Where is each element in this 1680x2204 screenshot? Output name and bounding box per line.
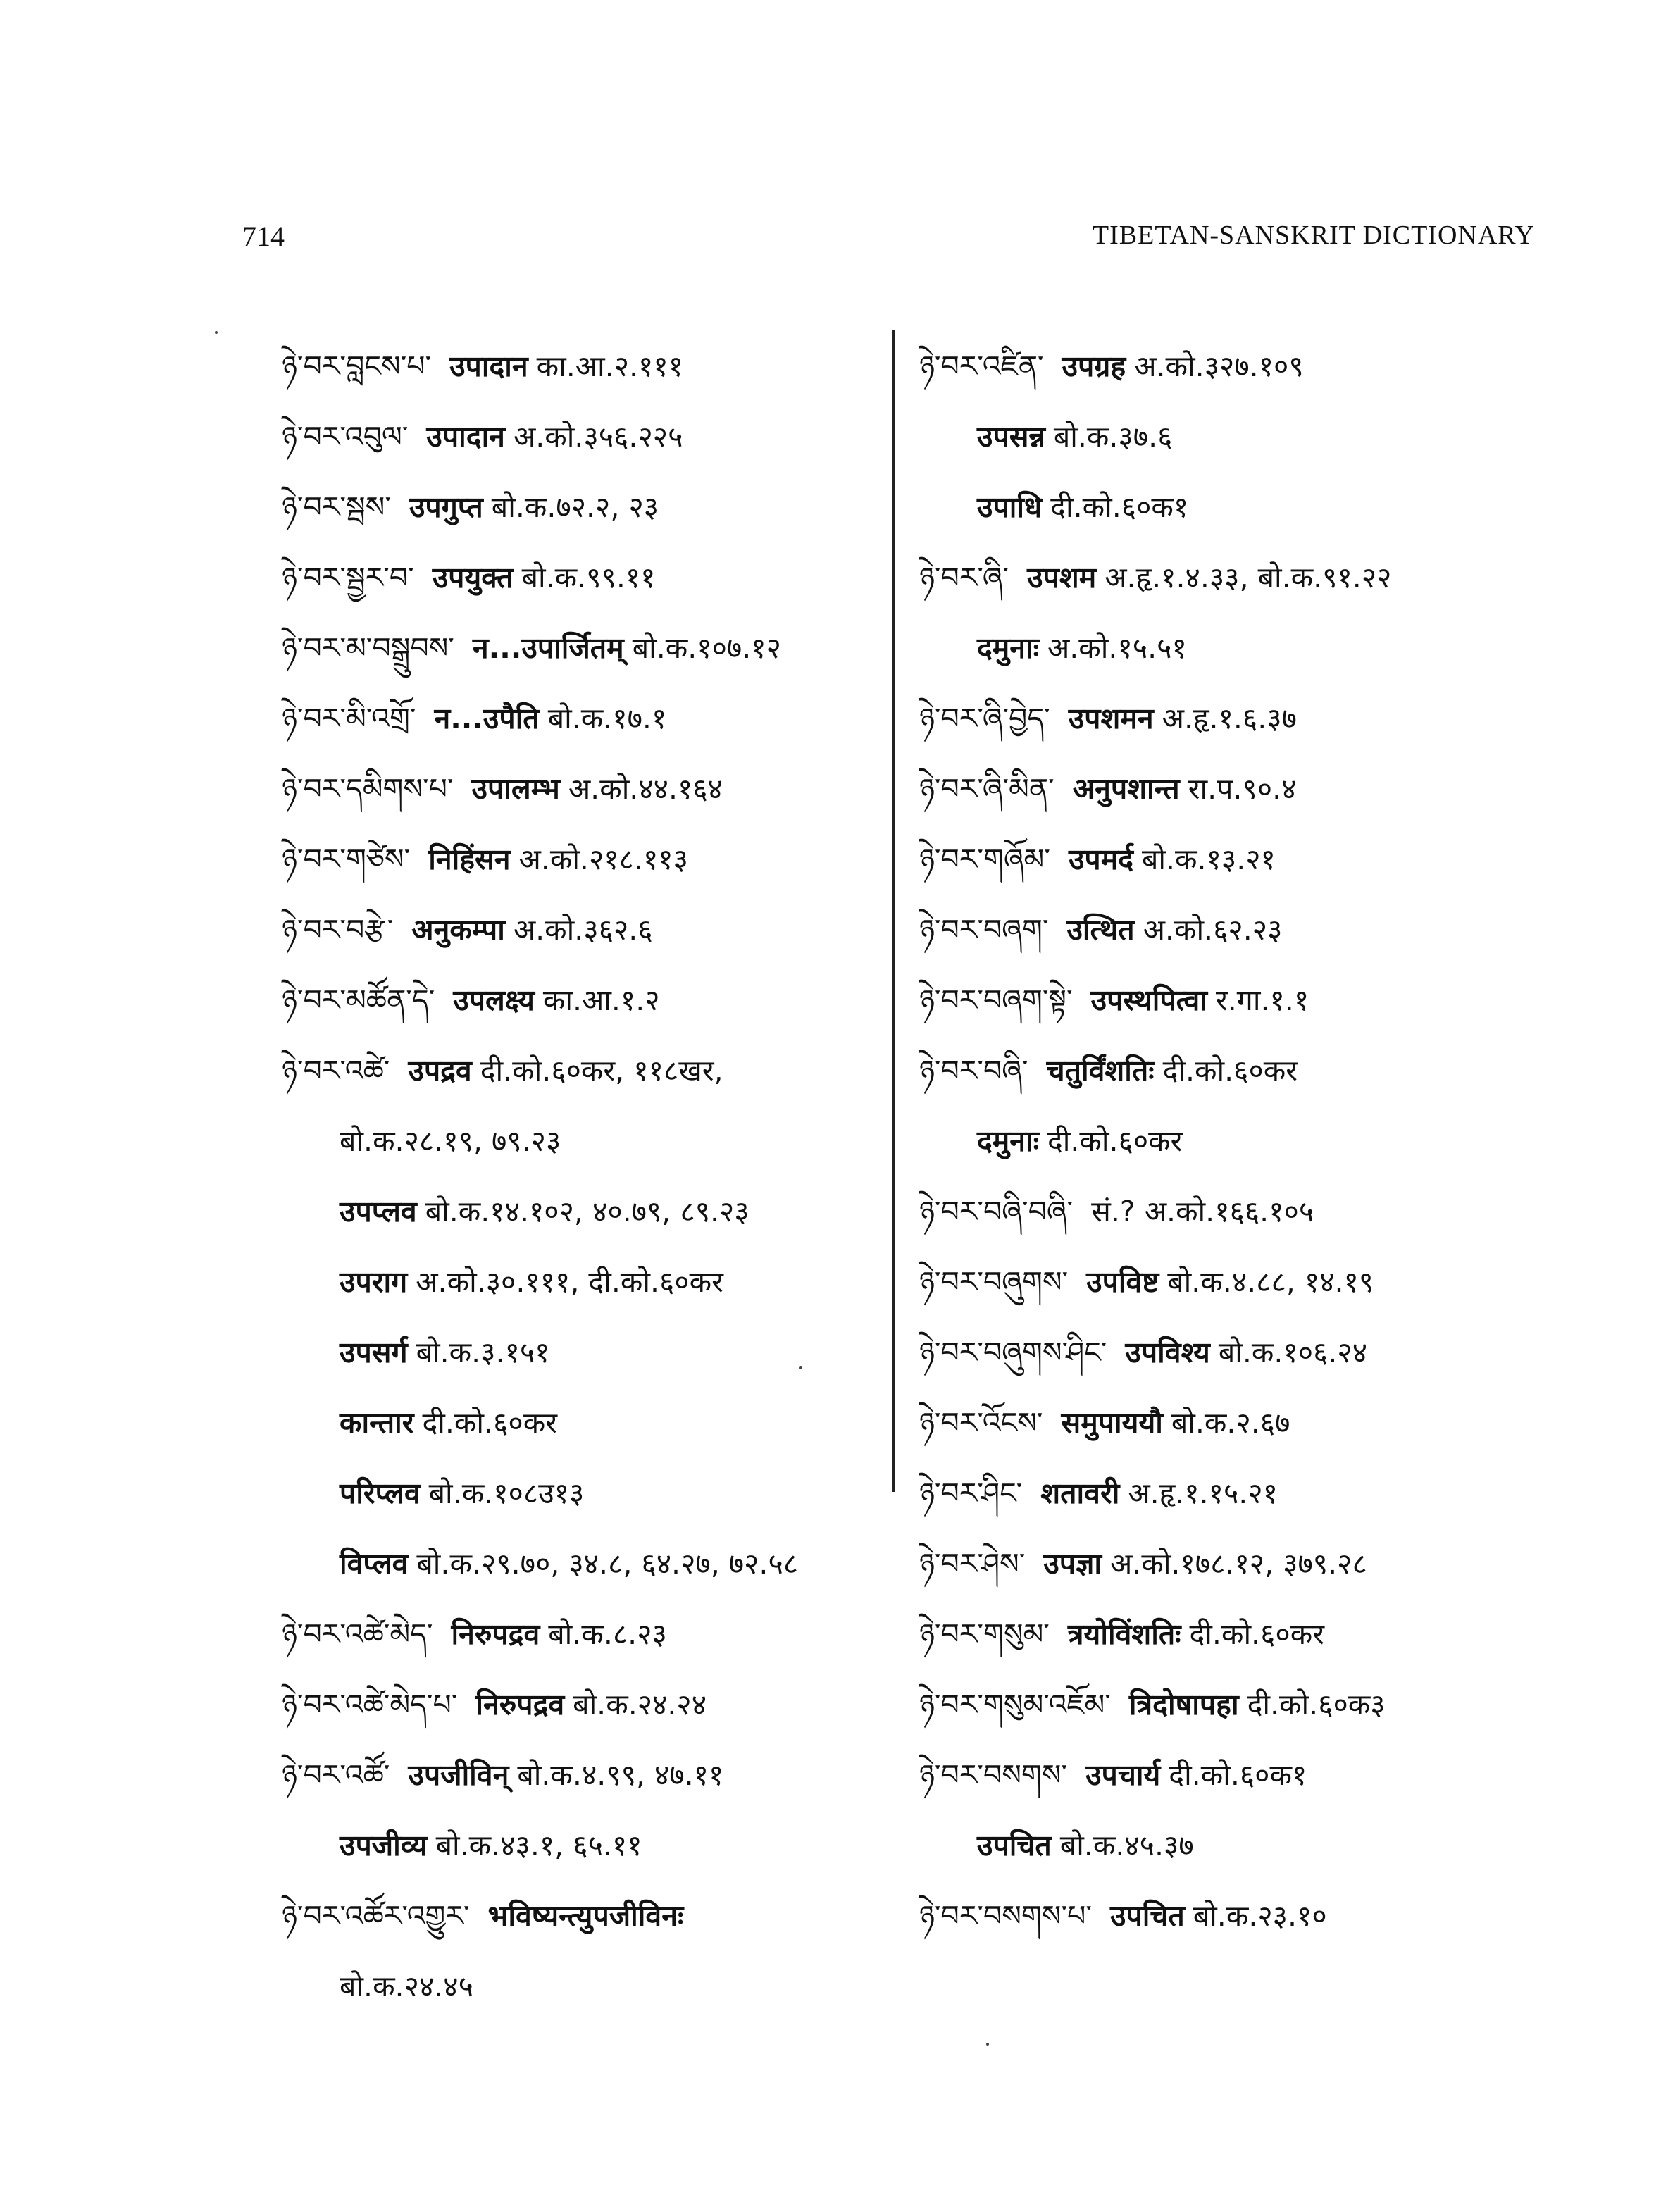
sanskrit-equivalent: उत्थित: [1066, 913, 1135, 947]
source-reference: का.आ.२.१११: [536, 349, 684, 383]
tibetan-headword: ཉེ་བར་ཞི་: [919, 561, 1009, 594]
scan-speck: [986, 2043, 989, 2046]
tibetan-headword: ཉེ་བར་བཞུགས་ཤིང་: [919, 1336, 1107, 1369]
dictionary-subentry: [282, 1317, 888, 1388]
sanskrit-equivalent: अनुपशान्त: [1072, 772, 1180, 806]
sanskrit-equivalent: उपमर्द: [1068, 842, 1133, 876]
tibetan-headword: ཉེ་བར་གཙེས་: [282, 842, 411, 876]
tibetan-headword: ཉེ་བར་གསུམ་འཇོམ་: [919, 1688, 1111, 1722]
sanskrit-equivalent: उपसर्ग: [340, 1336, 408, 1369]
sanskrit-equivalent: भविष्यन्त्युपजीविनः: [487, 1899, 684, 1933]
sanskrit-equivalent: उपजीव्य: [340, 1829, 428, 1862]
sanskrit-equivalent: निरुपद्रव: [475, 1688, 565, 1722]
dictionary-subentry: [282, 1247, 888, 1317]
source-reference: अ.हृ.१.६.३७: [1162, 702, 1297, 735]
source-reference: बो.क.१०६.२४: [1218, 1336, 1368, 1369]
source-reference: दी.को.६०कर, ११८खर,: [480, 1054, 723, 1088]
right-column: [919, 331, 1553, 1951]
sanskrit-equivalent: समुपाययौ: [1061, 1406, 1163, 1440]
dictionary-entry: [282, 331, 888, 401]
source-reference: बो.क.१७.१: [547, 702, 667, 735]
dictionary-entry: [919, 754, 1553, 824]
sanskrit-equivalent: उपग्रह: [1062, 349, 1126, 383]
source-reference: दी.को.६०कर: [422, 1406, 557, 1440]
dictionary-entry: [919, 1669, 1553, 1740]
source-reference: दी.को.६०क१: [1050, 490, 1189, 524]
dictionary-subentry: [919, 401, 1553, 472]
dictionary-entry: [282, 754, 888, 824]
dictionary-entry: [919, 331, 1553, 401]
dictionary-subentry: [919, 1810, 1553, 1881]
sanskrit-equivalent: त्रयोविंशतिः: [1067, 1617, 1181, 1651]
running-title: TIBETAN-SANSKRIT DICTIONARY: [1092, 220, 1535, 250]
dictionary-entry: [282, 613, 888, 683]
source-reference: र.गा.१.१: [1215, 983, 1309, 1017]
tibetan-headword: ཉེ་བར་མི་འགྲོ་: [282, 702, 416, 735]
sanskrit-equivalent: उपज्ञा: [1043, 1547, 1102, 1581]
sanskrit-equivalent: उपगुप्त: [409, 490, 483, 524]
source-reference: अ.को.२१८.११३: [518, 842, 688, 876]
source-reference: बो.क.३७.६: [1053, 420, 1173, 454]
tibetan-headword: ཉེ་བར་འཚེ་མེད་: [282, 1617, 433, 1651]
sanskrit-equivalent: अनुकम्पा: [411, 913, 505, 947]
sanskrit-equivalent: उपद्रव: [408, 1054, 472, 1088]
sanskrit-equivalent: उपस्थपित्वा: [1090, 983, 1207, 1017]
sanskrit-equivalent: उपप्लव: [340, 1195, 417, 1228]
tibetan-headword: ཉེ་བར་སྦྱར་བ་: [282, 561, 414, 594]
sanskrit-equivalent: उपलक्ष्य: [453, 983, 535, 1017]
dictionary-entry: [919, 824, 1553, 895]
source-reference: बो.क.१०७.१२: [632, 631, 781, 665]
tibetan-headword: ཉེ་བར་བསགས་: [919, 1758, 1068, 1792]
source-reference: अ.को.४४.१६४: [568, 772, 723, 806]
source-reference: बो.क.१४.१०२, ४०.७९, ८९.२३: [425, 1195, 749, 1228]
source-reference: बो.क.४.९९, ४७.११: [517, 1758, 724, 1792]
source-reference: बो.क.२४.२४: [573, 1688, 707, 1722]
source-reference: बो.क.२४.४५: [340, 1969, 473, 2003]
sanskrit-equivalent: न...उपैति: [434, 702, 540, 735]
source-reference: अ.को.६२.२३: [1143, 913, 1283, 947]
dictionary-entry: [282, 824, 888, 895]
tibetan-headword: ཉེ་བར་མཚོན་དེ་: [282, 983, 435, 1017]
sanskrit-equivalent: त्रिदोषापहा: [1128, 1688, 1239, 1722]
source-reference: बो.क.२८.१९, ७९.२३: [340, 1124, 561, 1158]
dictionary-entry: [282, 542, 888, 613]
sanskrit-equivalent: उपादान: [426, 420, 505, 454]
sanskrit-equivalent: उपविष्ट: [1086, 1265, 1159, 1299]
source-reference: बो.क.८.२३: [548, 1617, 667, 1651]
dictionary-entry: [919, 895, 1553, 965]
tibetan-headword: ཉེ་བར་སྦས་: [282, 490, 391, 524]
dictionary-entry: [919, 1176, 1553, 1247]
dictionary-entry: [919, 1247, 1553, 1317]
source-reference: बो.क.३.१५१: [416, 1336, 550, 1369]
tibetan-headword: ཉེ་བར་འོངས་: [919, 1406, 1043, 1440]
source-reference: अ.को.३५६.२२५: [513, 420, 683, 454]
page-number: 714: [242, 220, 285, 252]
dictionary-entry: [919, 1388, 1553, 1458]
dictionary-entry: [282, 1881, 888, 1951]
source-reference: बो.क.२९.७०, ३४.८, ६४.२७, ७२.५८: [416, 1547, 799, 1581]
source-reference: बो.क.२३.१०: [1193, 1899, 1327, 1933]
tibetan-headword: ཉེ་བར་འཛིན་: [919, 349, 1044, 383]
source-reference: बो.क.४३.१, ६५.११: [435, 1829, 642, 1862]
dictionary-subentry: [282, 1458, 888, 1529]
sanskrit-equivalent: उपचित: [1109, 1899, 1185, 1933]
sanskrit-equivalent: उपसन्न: [977, 420, 1045, 454]
tibetan-headword: ཉེ་བར་འཚེ་མེད་པ་: [282, 1688, 458, 1722]
source-reference: अ.को.३६२.६: [513, 913, 653, 947]
dictionary-entry: [282, 1740, 888, 1810]
dictionary-subentry: [282, 1106, 888, 1176]
dictionary-entry: [282, 1669, 888, 1740]
dictionary-subentry: [919, 472, 1553, 542]
source-reference: बो.क.९९.११: [521, 561, 656, 594]
sanskrit-equivalent: उपयुक्त: [432, 561, 514, 594]
sanskrit-equivalent: परिप्लव: [340, 1476, 421, 1510]
source-reference: दी.को.६०क१: [1169, 1758, 1307, 1792]
tibetan-headword: ཉེ་བར་བཞི་: [919, 1054, 1028, 1088]
source-reference: अ.को.३०.१११, दी.को.६०कर: [416, 1265, 723, 1299]
tibetan-headword: ཉེ་བར་འཚོ་: [282, 1758, 390, 1792]
tibetan-headword: ཉེ་བར་བསགས་པ་: [919, 1899, 1092, 1933]
tibetan-headword: ཉེ་བར་ཞི་བྱེད་: [919, 702, 1050, 735]
sanskrit-equivalent: उपशमन: [1068, 702, 1154, 735]
source-reference: अ.को.३२७.१०९: [1134, 349, 1304, 383]
tibetan-headword: ཉེ་བར་འཚོར་འགྱུར་: [282, 1899, 470, 1933]
tibetan-headword: ཉེ་བར་གཞོམ་: [919, 842, 1050, 876]
sanskrit-equivalent: उपालम्भ: [471, 772, 560, 806]
tibetan-headword: ཉེ་བར་འཚེ་: [282, 1054, 390, 1088]
dictionary-entry: [282, 472, 888, 542]
sanskrit-equivalent: उपादान: [449, 349, 528, 383]
sanskrit-equivalent: कान्तार: [340, 1406, 414, 1440]
tibetan-headword: ཉེ་བར་ཤིང་: [919, 1476, 1023, 1510]
source-reference: अ.को.१७८.१२, ३७९.२८: [1109, 1547, 1367, 1581]
tibetan-headword: ཉེ་བར་དམིགས་པ་: [282, 772, 454, 806]
column-divider: [892, 330, 895, 1492]
source-reference: बो.क.४५.३७: [1059, 1829, 1194, 1862]
sanskrit-equivalent: विप्लव: [340, 1547, 409, 1581]
source-reference: अ.हृ.१.१५.२१: [1128, 1476, 1278, 1510]
source-reference: अ.को.१५.५१: [1047, 631, 1187, 665]
left-column: [282, 331, 888, 2022]
dictionary-subentry: [282, 1388, 888, 1458]
source-reference: रा.प.९०.४: [1188, 772, 1297, 806]
sanskrit-equivalent: उपचार्य: [1085, 1758, 1161, 1792]
tibetan-headword: ཉེ་བར་བླངས་པ་: [282, 349, 432, 383]
dictionary-entry: [919, 1529, 1553, 1599]
source-reference: बो.क.२.६७: [1171, 1406, 1290, 1440]
sanskrit-equivalent: दमुनाः: [977, 631, 1039, 665]
page-header: [242, 220, 1535, 262]
source-reference: दी.को.६०कर: [1162, 1054, 1298, 1088]
tibetan-headword: ཉེ་བར་བཞི་བཞི་: [919, 1195, 1074, 1228]
scan-speck: [215, 331, 218, 334]
sanskrit-equivalent: दमुनाः: [977, 1124, 1039, 1158]
source-reference: दी.को.६०क३: [1247, 1688, 1386, 1722]
tibetan-headword: ཉེ་བར་འབུལ་: [282, 420, 409, 454]
tibetan-headword: ཉེ་བར་བརྩེ་: [282, 913, 394, 947]
dictionary-entry: [919, 1599, 1553, 1669]
dictionary-entry: [282, 1599, 888, 1669]
dictionary-entry: [919, 965, 1553, 1035]
dictionary-entry: [282, 401, 888, 472]
dictionary-entry: [919, 683, 1553, 754]
dictionary-subentry: [282, 1176, 888, 1247]
sanskrit-equivalent: शतावरी: [1040, 1476, 1120, 1510]
dictionary-subentry: [919, 613, 1553, 683]
tibetan-headword: ཉེ་བར་མ་བསྒྲུབས་: [282, 631, 454, 665]
dictionary-entry: [919, 1035, 1553, 1106]
source-reference: बो.क.१०८उ१३: [428, 1476, 585, 1510]
dictionary-entry: [919, 1317, 1553, 1388]
scan-speck: [799, 1366, 802, 1369]
tibetan-headword: ཉེ་བར་ཞི་མིན་: [919, 772, 1054, 806]
source-reference: दी.को.६०कर: [1189, 1617, 1324, 1651]
dictionary-entry: [919, 1740, 1553, 1810]
tibetan-headword: ཉེ་བར་ཤེས་: [919, 1547, 1026, 1581]
sanskrit-equivalent: निहिंसन: [428, 842, 511, 876]
dictionary-entry: [282, 683, 888, 754]
sanskrit-equivalent: न...उपार्जितम्: [472, 631, 624, 665]
sanskrit-equivalent: उपचित: [977, 1829, 1052, 1862]
sanskrit-equivalent: उपाधि: [977, 490, 1043, 524]
tibetan-headword: ཉེ་བར་གསུམ་: [919, 1617, 1050, 1651]
tibetan-headword: ཉེ་བར་བཞག་སྟེ་: [919, 983, 1073, 1017]
tibetan-headword: ཉེ་བར་བཞག་: [919, 913, 1049, 947]
source-reference: का.आ.१.२: [542, 983, 660, 1017]
dictionary-entry: [919, 542, 1553, 613]
dictionary-subentry: [282, 1951, 888, 2022]
sanskrit-equivalent: उपशम: [1027, 561, 1097, 594]
dictionary-subentry: [919, 1106, 1553, 1176]
sanskrit-equivalent: उपराग: [340, 1265, 408, 1299]
dictionary-entry: [282, 895, 888, 965]
dictionary-entry: [919, 1458, 1553, 1529]
dictionary-subentry: [282, 1810, 888, 1881]
dictionary-entry: [282, 965, 888, 1035]
dictionary-subentry: [282, 1529, 888, 1599]
source-reference: सं.? अ.को.१६६.१०५: [1091, 1195, 1314, 1228]
source-reference: बो.क.७२.२, २३: [491, 490, 659, 524]
dictionary-entry: [282, 1035, 888, 1106]
sanskrit-equivalent: निरुपद्रव: [451, 1617, 540, 1651]
source-reference: बो.क.४.८८, १४.१९: [1167, 1265, 1374, 1299]
source-reference: अ.हृ.१.४.३३, बो.क.९१.२२: [1105, 561, 1392, 594]
dictionary-entry: [919, 1881, 1553, 1951]
tibetan-headword: ཉེ་བར་བཞུགས་: [919, 1265, 1069, 1299]
sanskrit-equivalent: उपजीविन्: [408, 1758, 509, 1792]
source-reference: बो.क.१३.२१: [1141, 842, 1276, 876]
sanskrit-equivalent: चतुर्विंशतिः: [1046, 1054, 1155, 1088]
sanskrit-equivalent: उपविश्य: [1125, 1336, 1210, 1369]
source-reference: दी.को.६०कर: [1047, 1124, 1183, 1158]
